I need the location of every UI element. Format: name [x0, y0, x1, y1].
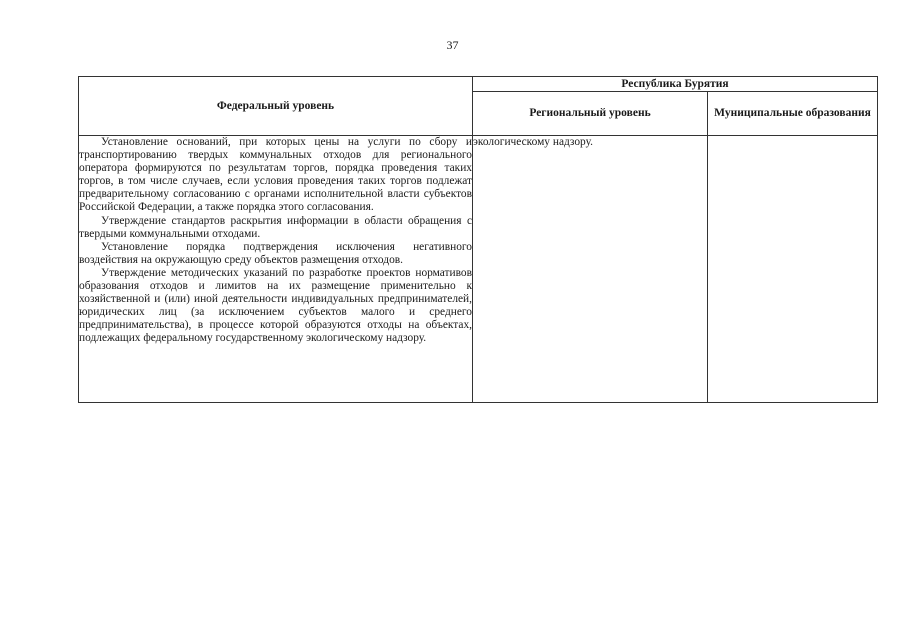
header-municipal: Муниципальные образования: [708, 92, 878, 136]
header-regional-level: Региональный уровень: [473, 92, 708, 136]
federal-paragraph: Утверждение стандартов раскрытия информации в области обращения с твердыми коммунальными отходами.: [79, 214, 472, 240]
federal-paragraph: Установление порядка подтверждения исключения негативного воздействия на окружающую среду объектов размещения отходов.: [79, 240, 472, 266]
content-row: [79, 136, 878, 403]
municipal-cell: [708, 136, 878, 403]
page-number: 37: [446, 38, 459, 52]
header-row-1: [79, 77, 878, 92]
header-federal-level: Федеральный уровень: [79, 77, 473, 136]
regional-text: экологическому надзору.: [473, 136, 594, 148]
powers-table: [78, 76, 878, 403]
federal-cell: [79, 136, 473, 403]
federal-paragraph: Утверждение методических указаний по разработке проектов нормативов образования отходов и лимитов на их размещение применительно к хозяйственной и (или) иной деятельности индивидуальных предпринимателей, юридических лиц (за исключением субъектов малого и среднего предпринимательства), в процессе которой образуются отходы на объектах, подлежащих федеральному государственному экологическому надзору.: [79, 266, 472, 345]
federal-paragraph: Установление оснований, при которых цены на услуги по сбору и транспортированию твердых коммунальных отходов для регионального оператора формируются по результатам торгов, порядка проведения таких торгов, в том числе случаев, если условия проведения таких торгов подлежат предварительному согласованию с органами исполнительной власти субъектов Российской Федерации, а также порядка этого согласования.: [79, 136, 472, 214]
header-republic: Республика Бурятия: [473, 77, 878, 92]
regional-cell: [473, 136, 708, 403]
